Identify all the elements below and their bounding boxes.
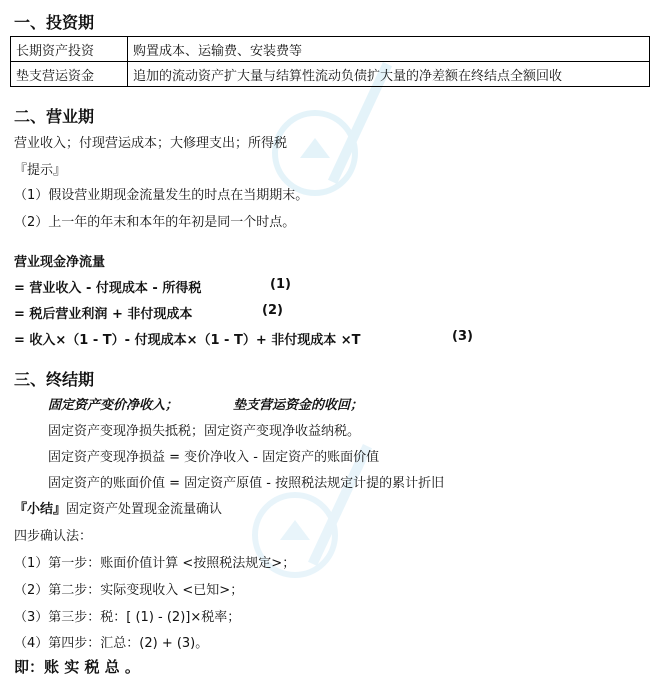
mnemonic: 即：账 实 税 总 。	[14, 658, 140, 676]
operating-items: 营业收入；付现营运成本；大修理支出；所得税	[14, 136, 288, 151]
step-2: （2）第二步：实际变现收入 <已知>；	[14, 583, 244, 598]
summary-label: 『小结』	[14, 502, 67, 517]
formula-1: = 营业收入 - 付现成本 - 所得税	[14, 281, 202, 296]
table-row	[11, 37, 650, 62]
formula-1-number: (1)	[270, 277, 291, 292]
terminal-line-2: 固定资产变现净损益 = 变价净收入 - 固定资产的账面价值	[48, 450, 380, 465]
table-cell-content: 购置成本、运输费、安装费等	[128, 37, 650, 62]
four-steps-title: 四步确认法：	[14, 529, 93, 544]
step-3: （3）第三步：税：[ (1) - (2)]×税率；	[14, 610, 241, 625]
formula-3-number: (3)	[452, 329, 473, 344]
formula-3: = 收入×（1 - T）- 付现成本×（1 - T）+ 非付现成本 ×T	[14, 333, 361, 348]
table-cell-content: 追加的流动资产扩大量与结算性流动负债扩大量的净差额在终结点全额回收	[128, 62, 650, 87]
tip-line-2: （2）上一年的年末和本年的年初是同一个时点。	[14, 215, 296, 230]
cashflow-title: 营业现金净流量	[14, 255, 106, 270]
terminal-line-3: 固定资产的账面价值 = 固定资产原值 - 按照税法规定计提的累计折旧	[48, 476, 445, 491]
table-cell-label: 长期资产投资	[11, 37, 128, 62]
step-1: （1）第一步：账面价值计算 <按照税法规定>；	[14, 556, 296, 571]
formula-2: = 税后营业利润 + 非付现成本	[14, 307, 193, 322]
terminal-item-a: 固定资产变价净收入；	[48, 398, 179, 413]
section-title-operating: 二、营业期	[14, 107, 95, 126]
step-4: （4）第四步：汇总：(2) + (3)。	[14, 636, 209, 651]
investment-table	[10, 36, 650, 87]
tip-label: 『提示』	[14, 163, 67, 178]
summary-line	[14, 498, 222, 517]
tip-line-1: （1）假设营业期现金流量发生的时点在当期期末。	[14, 188, 309, 203]
table-row	[11, 62, 650, 87]
terminal-item-b: 垫支营运资金的收回；	[233, 398, 364, 413]
section-title-terminal: 三、终结期	[14, 370, 95, 389]
table-cell-label: 垫支营运资金	[11, 62, 128, 87]
terminal-line-1: 固定资产变现净损失抵税；固定资产变现净收益纳税。	[48, 424, 361, 439]
summary-text: 固定资产处置现金流量确认	[66, 502, 223, 517]
section-title-investment: 一、投资期	[14, 13, 95, 32]
formula-2-number: (2)	[262, 303, 283, 318]
